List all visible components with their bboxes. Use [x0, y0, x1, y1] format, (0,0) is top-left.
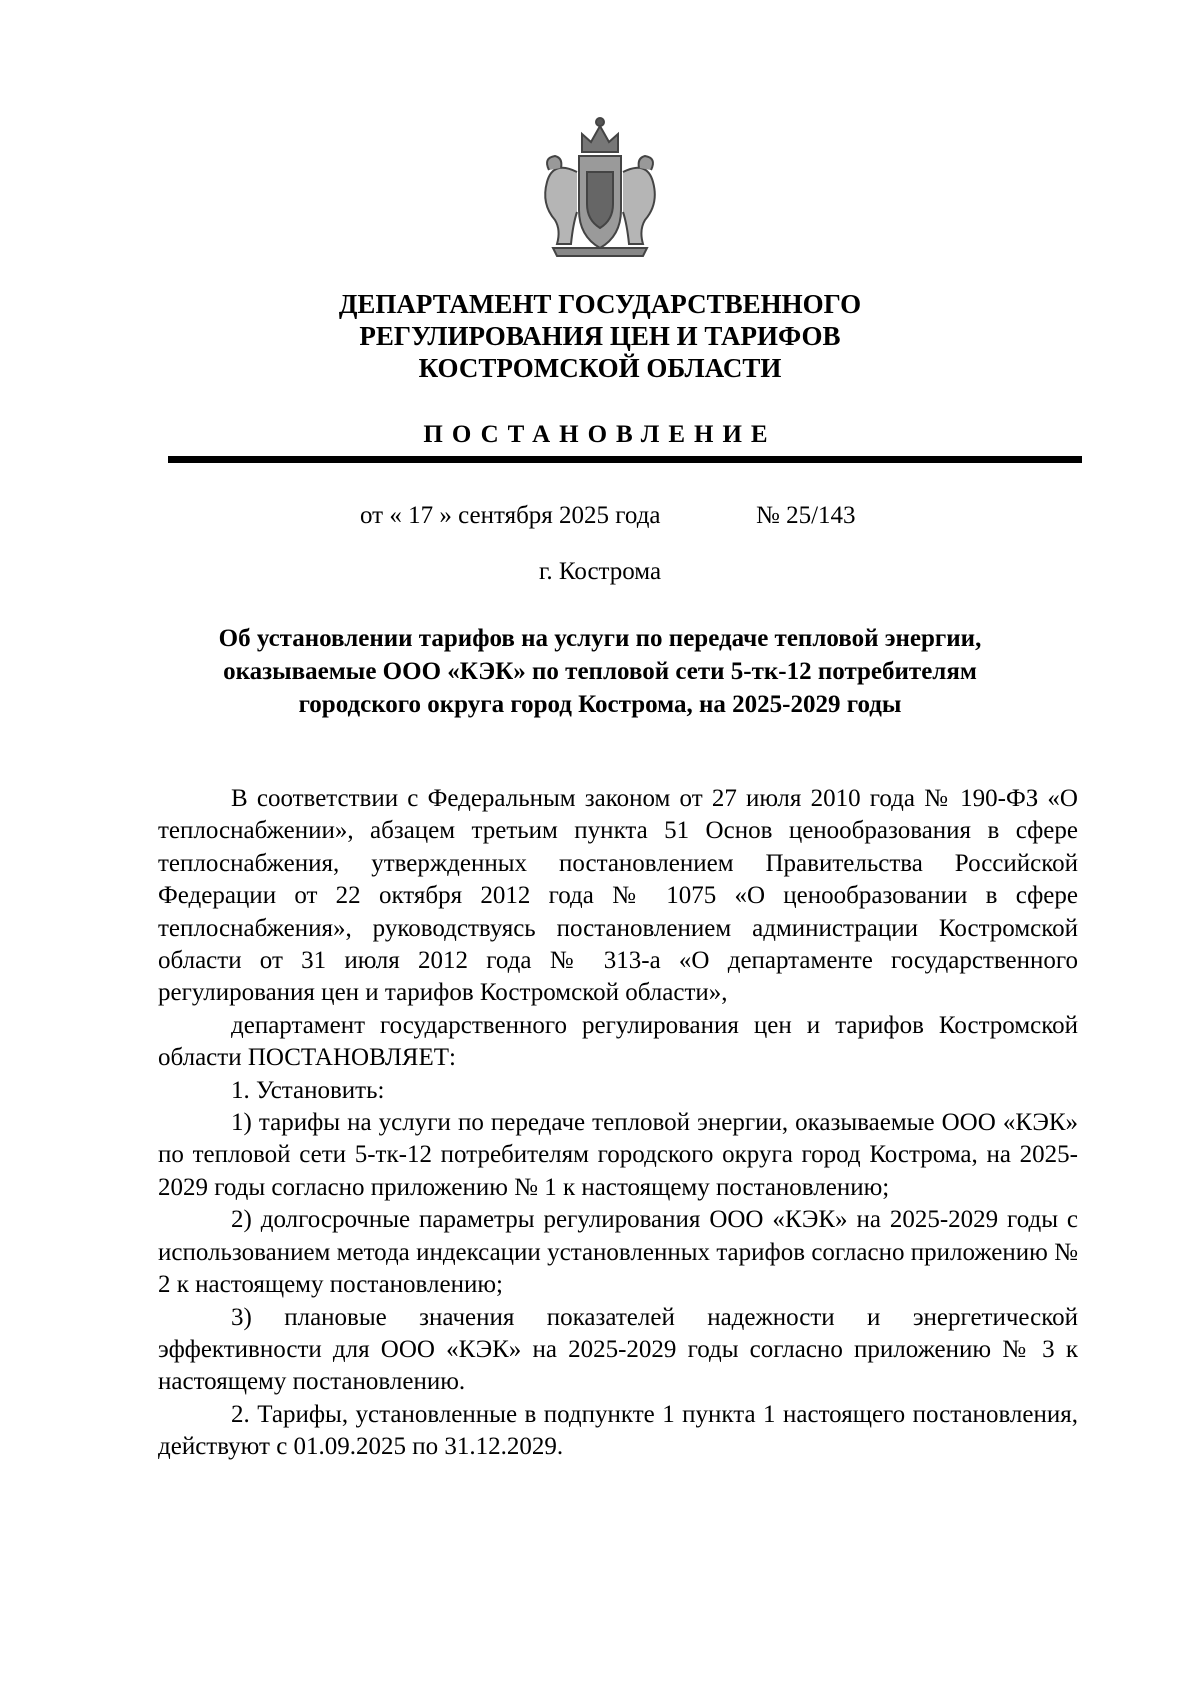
body-paragraph: 2) долгосрочные параметры регулирования ООО «КЭК» на 2025-2029 годы с использованием метода индексации установленных тарифов согласно приложению № 2 к настоящему постановлению; [158, 1206, 1078, 1299]
body-paragraph: 3) плановые значения показателей надежности и энергетической эффективности для ООО «КЭК» на 2025-2029 годы согласно приложению № 3 к настоящему постановлению. [158, 1303, 1078, 1396]
document-number: № 25/143 [756, 502, 856, 529]
coat-of-arms-icon [533, 112, 667, 260]
document-title [140, 622, 1060, 721]
date-number-line [0, 500, 1200, 532]
document-body [158, 783, 1078, 1464]
body-paragraph: 2. Тарифы, установленные в подпункте 1 пункта 1 настоящего постановления, действуют с 01.09.2025 по 31.12.2029. [158, 1400, 1078, 1461]
department-line: РЕГУЛИРОВАНИЯ ЦЕН И ТАРИФОВ [359, 321, 841, 351]
title-line: городского округа город Кострома, на 2025-2029 годы [298, 691, 902, 718]
header-divider [168, 456, 1082, 463]
title-line: Об установлении тарифов на услуги по передаче тепловой энергии, [218, 625, 982, 652]
document-date: от « 17 » сентября 2025 года [360, 502, 661, 529]
document-city: г. Кострома [538, 558, 662, 585]
body-paragraph: 1) тарифы на услуги по передаче тепловой энергии, оказываемые ООО «КЭК» по тепловой сети 5-тк-12 потребителям городского округа город Кострома, на 2025-2029 годы согласно приложению № 1 к настоящему постановлению; [158, 1109, 1078, 1201]
body-paragraph: 1. Установить: [231, 1076, 385, 1104]
department-line: ДЕПАРТАМЕНТ ГОСУДАРСТВЕННОГО [338, 289, 862, 319]
body-paragraph: департамент государственного регулирования цен и тарифов Костромской области ПОСТАНОВЛЯЕТ: [158, 1011, 1078, 1072]
body-paragraph: В соответствии с Федеральным законом от 27 июля 2010 года № 190-ФЗ «О теплоснабжении», абзацем третьим пункта 51 Основ ценообразования в сфере теплоснабжения, утвержденных постановлением Правительства Российской Федерации от 22 октября 2012 года № 1075 «О ценообразовании в сфере теплоснабжения», руководствуясь постановлением администрации Костромской области от 31 июля 2012 года № 313-а «О департаменте государственного регулирования цен и тарифов Костромской области», [158, 785, 1078, 1007]
title-line: оказываемые ООО «КЭК» по тепловой сети 5-тк-12 потребителям [223, 658, 977, 685]
document-type: ПОСТАНОВЛЕНИЕ [423, 421, 777, 448]
department-line: КОСТРОМСКОЙ ОБЛАСТИ [418, 353, 782, 383]
department-name [200, 288, 1000, 384]
